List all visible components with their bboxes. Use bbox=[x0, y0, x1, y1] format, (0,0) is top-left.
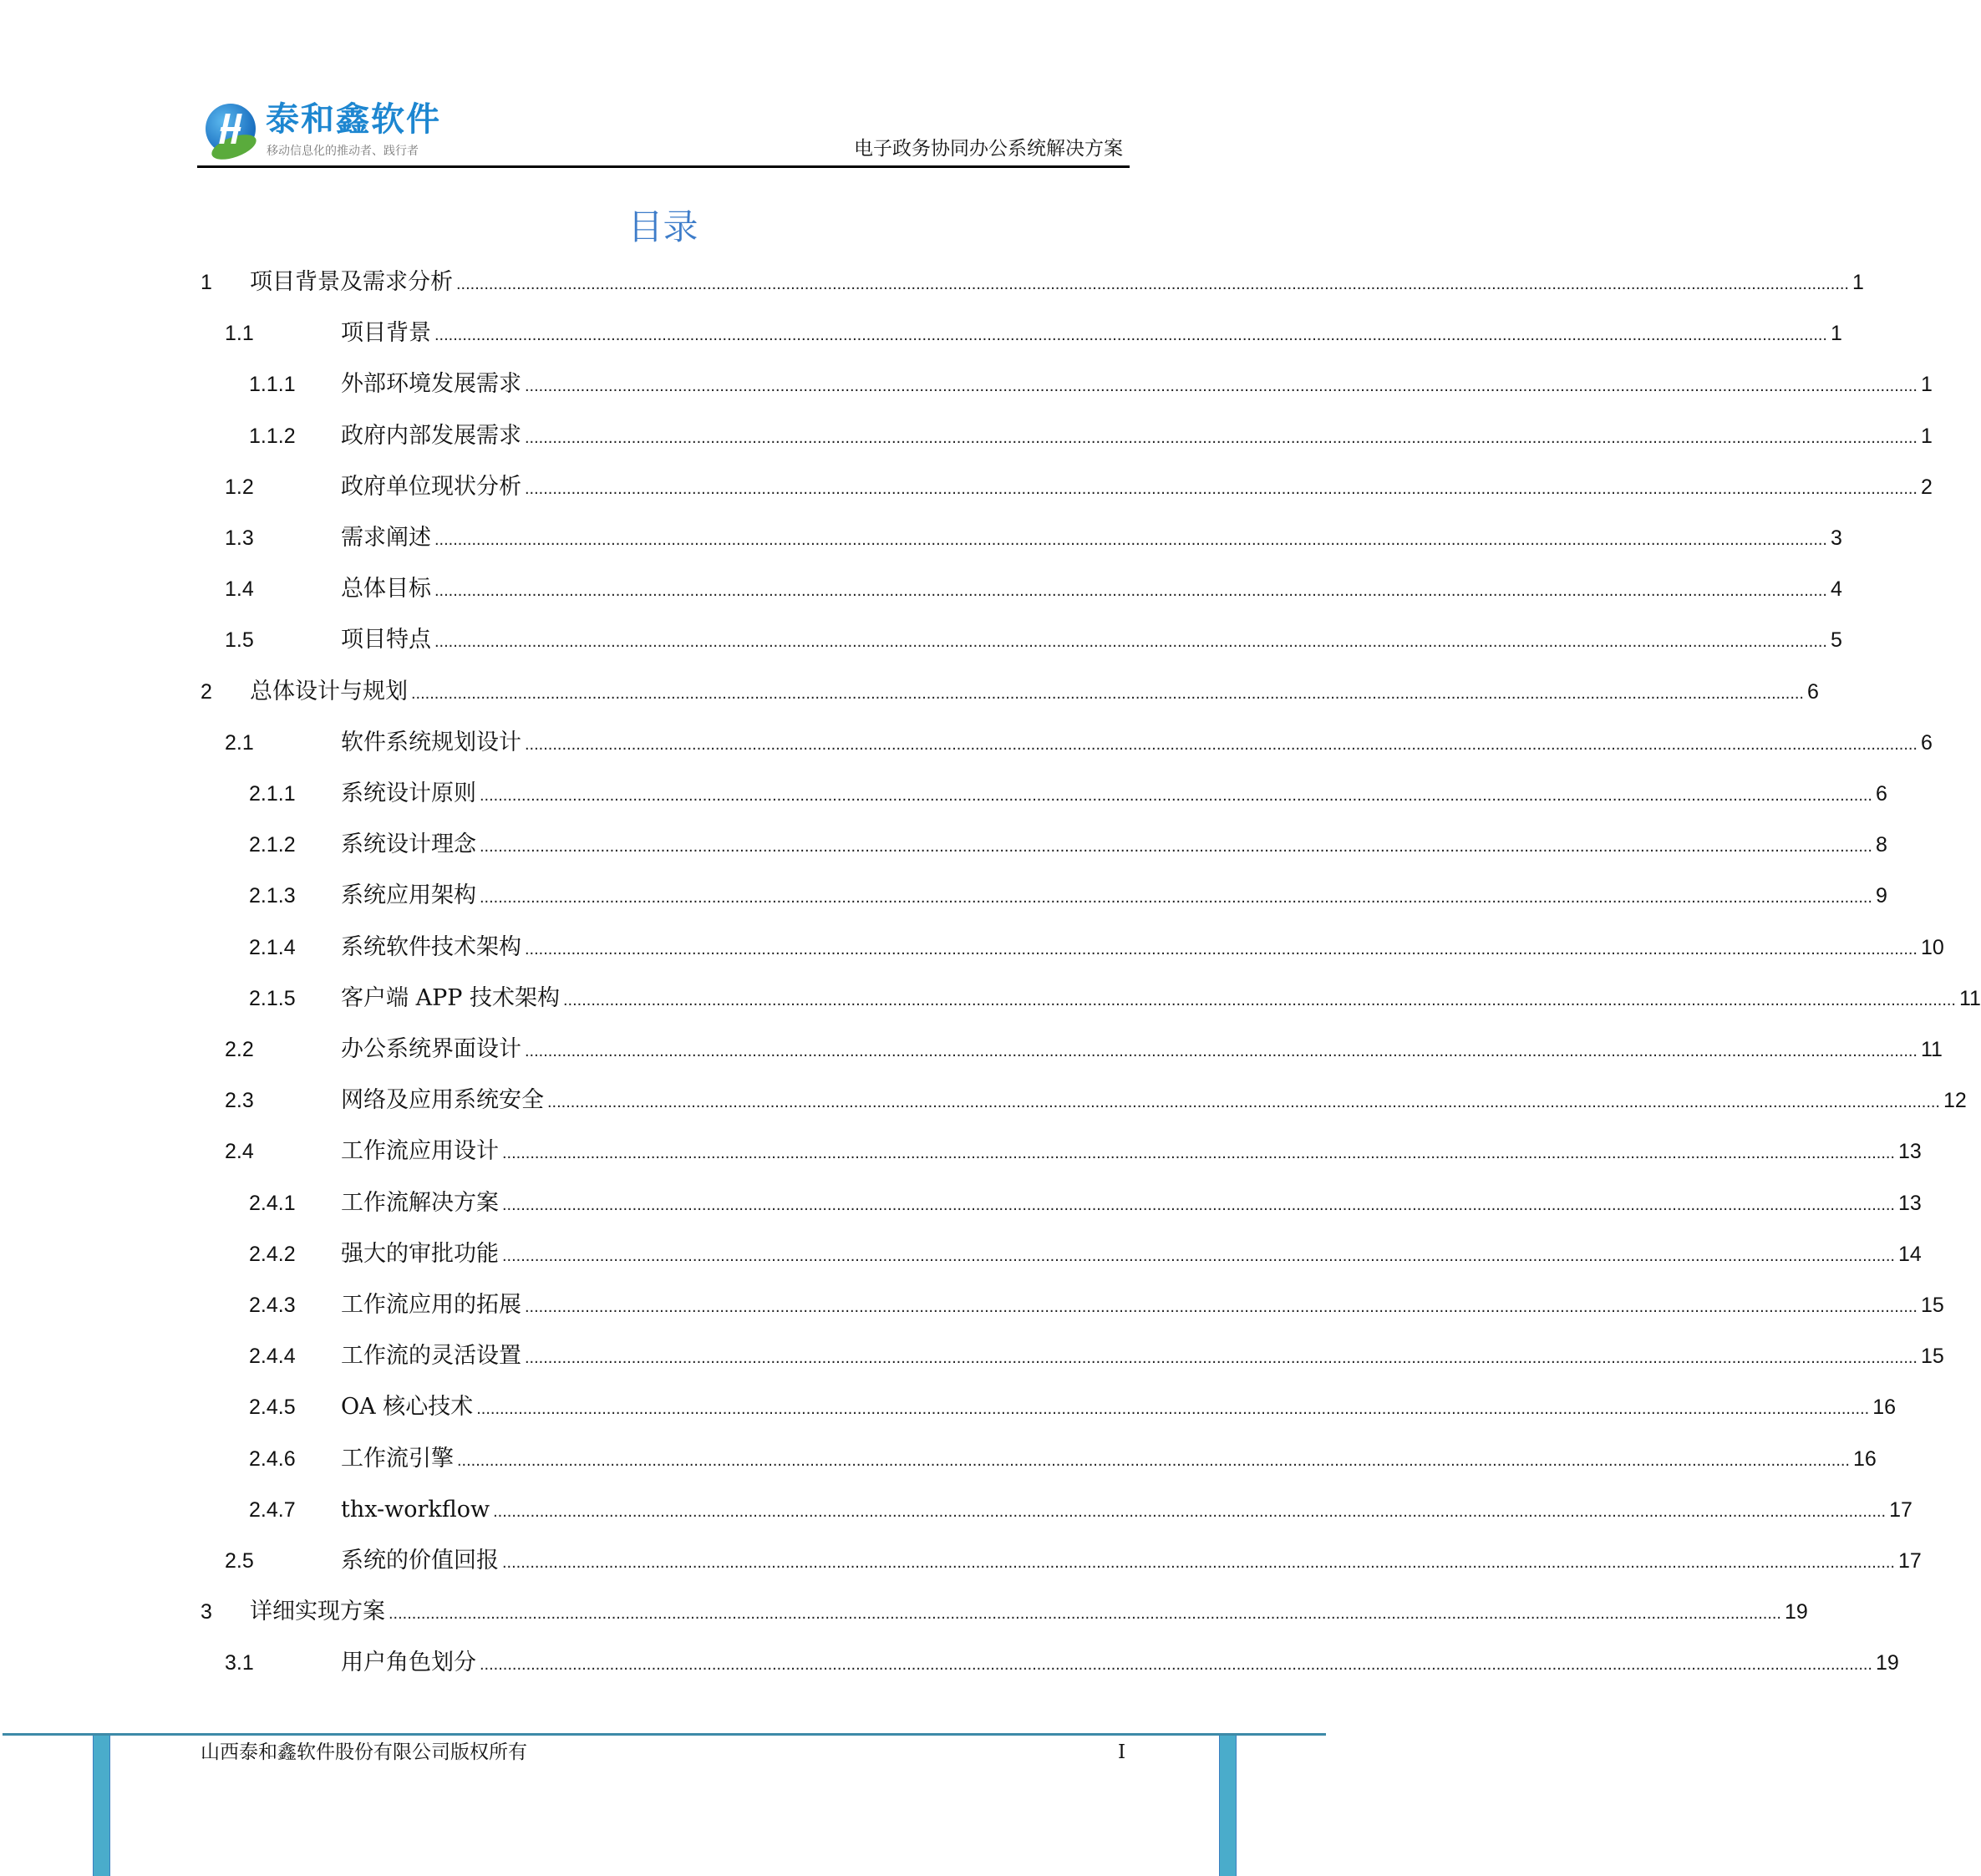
toc-entry[interactable] bbox=[225, 1135, 1922, 1168]
dot-leader: ............................................................................................................................................................................................................................................................................................................ bbox=[502, 1246, 1895, 1265]
toc-entry-number: 2.4.5 bbox=[249, 1396, 296, 1420]
toc-entry[interactable] bbox=[249, 419, 1933, 453]
toc-entry-number: 2.4.7 bbox=[249, 1497, 296, 1522]
toc-entry-title: 工作流引擎 bbox=[341, 1445, 454, 1472]
toc-entry-title: 项目特点 bbox=[341, 627, 431, 653]
dot-leader: ............................................................................................................................................................................................................................................................................................................ bbox=[525, 735, 1918, 754]
toc-entry-title: 工作流解决方案 bbox=[341, 1189, 499, 1216]
toc-entry-title: 外部环境发展需求 bbox=[341, 371, 521, 398]
logo-slogan: 移动信息化的推动者、践行者 bbox=[267, 145, 419, 158]
toc-entry-page: 10 bbox=[1921, 935, 1944, 959]
toc-entry-title: 总体设计与规划 bbox=[250, 678, 408, 704]
toc-entry[interactable] bbox=[249, 1289, 1944, 1322]
toc-entry[interactable] bbox=[249, 982, 1981, 1015]
toc-entry-title: 系统软件技术架构 bbox=[341, 933, 521, 960]
toc-entry-number: 2.4.6 bbox=[249, 1446, 296, 1471]
toc-entry-page: 11 bbox=[1921, 1038, 1943, 1061]
toc-entry-number: 3.1 bbox=[225, 1651, 254, 1675]
toc-entry[interactable] bbox=[225, 572, 1842, 606]
toc-entry-number: 2.1.3 bbox=[249, 884, 296, 908]
toc-entry-page: 14 bbox=[1898, 1242, 1922, 1266]
toc-entry-title: thx-workflow bbox=[341, 1496, 490, 1523]
toc-entry[interactable] bbox=[249, 879, 1887, 913]
toc-entry-title: 总体目标 bbox=[341, 576, 431, 602]
dot-leader: ............................................................................................................................................................................................................................................................................................................ bbox=[525, 939, 1918, 958]
toc-entry[interactable] bbox=[249, 1340, 1944, 1373]
toc-entry[interactable] bbox=[249, 1493, 1912, 1527]
toc-entry-page: 17 bbox=[1889, 1497, 1912, 1522]
toc-entry-number: 2.4.1 bbox=[249, 1191, 296, 1215]
toc-entry-title: 系统设计理念 bbox=[341, 831, 476, 858]
toc-entry[interactable] bbox=[201, 266, 1864, 299]
toc-entry-page: 19 bbox=[1876, 1651, 1899, 1675]
dot-leader: ............................................................................................................................................................................................................................................................................................................ bbox=[525, 1298, 1918, 1316]
dot-leader: ............................................................................................................................................................................................................................................................................................................ bbox=[547, 1093, 1940, 1112]
dot-leader: ............................................................................................................................................................................................................................................................................................................ bbox=[480, 888, 1872, 907]
dot-leader: ............................................................................................................................................................................................................................................................................................................ bbox=[480, 837, 1872, 857]
dot-leader: ............................................................................................................................................................................................................................................................................................................ bbox=[502, 1553, 1895, 1572]
toc-entry-page: 12 bbox=[1943, 1089, 1967, 1113]
dot-leader: ............................................................................................................................................................................................................................................................................................................ bbox=[457, 1451, 1850, 1470]
dot-leader: ............................................................................................................................................................................................................................................................................................................ bbox=[434, 326, 1827, 345]
toc-entry-number: 1.3 bbox=[225, 526, 254, 550]
toc-entry[interactable] bbox=[225, 521, 1842, 555]
footer-right-bar bbox=[1219, 1736, 1237, 1876]
dot-leader: ............................................................................................................................................................................................................................................................................................................ bbox=[480, 1655, 1872, 1675]
toc-entry-page: 4 bbox=[1831, 577, 1842, 602]
toc-heading: 目录 bbox=[627, 206, 698, 247]
dot-leader: ............................................................................................................................................................................................................................................................................................................ bbox=[434, 633, 1827, 652]
toc-entry[interactable] bbox=[225, 623, 1842, 657]
toc-entry-number: 1.4 bbox=[225, 577, 254, 602]
toc-entry-page: 1 bbox=[1831, 322, 1842, 346]
dot-leader: ............................................................................................................................................................................................................................................................................................................ bbox=[525, 1349, 1918, 1368]
toc-entry-title: 政府内部发展需求 bbox=[341, 422, 521, 449]
dot-leader: ............................................................................................................................................................................................................................................................................................................ bbox=[389, 1604, 1781, 1624]
toc-entry-title: 项目背景 bbox=[341, 320, 431, 347]
dot-leader: ............................................................................................................................................................................................................................................................................................................ bbox=[434, 531, 1827, 549]
toc-entry[interactable] bbox=[225, 1033, 1943, 1066]
toc-entry-page: 6 bbox=[1876, 782, 1887, 806]
toc-entry[interactable] bbox=[225, 317, 1842, 350]
toc-entry-number: 2.1 bbox=[225, 730, 254, 755]
toc-entry-number: 2.2 bbox=[225, 1038, 254, 1061]
toc-entry-number: 2.1.1 bbox=[249, 782, 296, 806]
toc-entry-title: 项目背景及需求分析 bbox=[250, 269, 453, 295]
toc-entry-title: 网络及应用系统安全 bbox=[341, 1087, 544, 1114]
dot-leader: ............................................................................................................................................................................................................................................................................................................ bbox=[525, 479, 1918, 498]
toc-entry-page: 17 bbox=[1898, 1549, 1922, 1573]
toc-entry-page: 19 bbox=[1785, 1600, 1808, 1624]
toc-entry-page: 16 bbox=[1872, 1396, 1897, 1420]
dot-leader: ............................................................................................................................................................................................................................................................................................................ bbox=[476, 1400, 1870, 1419]
toc-entry-page: 16 bbox=[1853, 1446, 1877, 1471]
toc-entry-number: 1.5 bbox=[225, 628, 254, 653]
footer-divider bbox=[3, 1733, 1326, 1736]
toc-entry[interactable] bbox=[249, 1390, 1897, 1424]
dot-leader: ............................................................................................................................................................................................................................................................................................................ bbox=[525, 1042, 1918, 1060]
logo-mark-icon bbox=[206, 104, 256, 154]
dot-leader: ............................................................................................................................................................................................................................................................................................................ bbox=[480, 786, 1872, 805]
toc-entry-title: 办公系统界面设计 bbox=[341, 1036, 521, 1062]
header-divider bbox=[197, 165, 1130, 168]
toc-entry-number: 1.1.2 bbox=[249, 424, 296, 448]
toc-entry-number: 2 bbox=[201, 679, 212, 704]
dot-leader: ............................................................................................................................................................................................................................................................................................................ bbox=[525, 428, 1918, 447]
toc-entry[interactable] bbox=[249, 777, 1887, 811]
footer-copyright: 山西泰和鑫软件股份有限公司版权所有 bbox=[201, 1741, 527, 1763]
toc-entry-number: 2.1.5 bbox=[249, 986, 296, 1010]
toc-entry[interactable] bbox=[225, 470, 1933, 504]
toc-entry-title: 工作流应用的拓展 bbox=[341, 1292, 521, 1318]
toc-entry[interactable] bbox=[249, 1187, 1922, 1220]
toc-entry-page: 9 bbox=[1876, 884, 1887, 908]
toc-entry-page: 6 bbox=[1807, 679, 1819, 704]
toc-entry-title: OA 核心技术 bbox=[341, 1394, 474, 1421]
toc-entry-number: 1.1 bbox=[225, 322, 254, 346]
toc-entry-number: 2.3 bbox=[225, 1089, 254, 1113]
toc-entry[interactable] bbox=[249, 931, 1944, 964]
toc-entry-title: 系统设计原则 bbox=[341, 780, 476, 806]
company-logo bbox=[206, 100, 456, 160]
toc-entry-title: 系统应用架构 bbox=[341, 882, 476, 909]
toc-entry-page: 2 bbox=[1921, 475, 1933, 499]
document-title: 电子政务协同办公系统解决方案 bbox=[854, 138, 1123, 160]
toc-entry-page: 3 bbox=[1831, 526, 1842, 550]
toc-entry[interactable] bbox=[249, 368, 1933, 401]
toc-entry[interactable] bbox=[249, 828, 1887, 862]
footer-page-number: I bbox=[1118, 1741, 1126, 1763]
toc-entry-page: 15 bbox=[1921, 1294, 1944, 1317]
dot-leader: ............................................................................................................................................................................................................................................................................................................ bbox=[525, 377, 1918, 396]
toc-entry-title: 详细实现方案 bbox=[250, 1599, 385, 1625]
toc-entry-title: 客户端 APP 技术架构 bbox=[341, 984, 560, 1011]
toc-entry-page: 1 bbox=[1921, 424, 1933, 448]
toc-entry-page: 1 bbox=[1852, 271, 1864, 294]
toc-entry-number: 2.1.2 bbox=[249, 833, 296, 857]
toc-entry-number: 2.4.3 bbox=[249, 1294, 296, 1317]
dot-leader: ............................................................................................................................................................................................................................................................................................................ bbox=[493, 1502, 1887, 1521]
toc-entry-page: 1 bbox=[1921, 373, 1933, 397]
toc-entry-page: 8 bbox=[1876, 833, 1887, 857]
toc-entry-number: 2.4.4 bbox=[249, 1345, 296, 1369]
toc-entry-page: 13 bbox=[1898, 1191, 1922, 1215]
toc-entry-number: 2.4.2 bbox=[249, 1242, 296, 1266]
toc-entry-title: 强大的审批功能 bbox=[341, 1240, 499, 1267]
footer-left-bar bbox=[93, 1736, 110, 1876]
toc-entry-page: 15 bbox=[1921, 1345, 1944, 1369]
dot-leader: ............................................................................................................................................................................................................................................................................................................ bbox=[411, 684, 1804, 703]
toc-entry-title: 工作流应用设计 bbox=[341, 1138, 499, 1165]
logo-name: 泰和鑫软件 bbox=[266, 100, 441, 139]
toc-entry[interactable] bbox=[225, 1646, 1899, 1680]
toc-entry-number: 1.1.1 bbox=[249, 373, 296, 397]
dot-leader: ............................................................................................................................................................................................................................................................................................................ bbox=[434, 582, 1827, 601]
toc-entry-title: 政府单位现状分析 bbox=[341, 473, 521, 500]
toc-entry[interactable] bbox=[225, 1084, 1967, 1117]
toc-entry-page: 5 bbox=[1831, 628, 1842, 653]
toc-entry[interactable] bbox=[225, 726, 1933, 760]
toc-entry-title: 需求阐述 bbox=[341, 525, 431, 551]
dot-leader: ............................................................................................................................................................................................................................................................................................................ bbox=[563, 990, 1956, 1009]
dot-leader: ............................................................................................................................................................................................................................................................................................................ bbox=[502, 1195, 1895, 1214]
toc-entry-title: 用户角色划分 bbox=[341, 1650, 476, 1676]
toc-entry[interactable] bbox=[201, 1595, 1808, 1629]
dot-leader: ............................................................................................................................................................................................................................................................................................................ bbox=[502, 1144, 1895, 1163]
toc-entry-number: 2.1.4 bbox=[249, 935, 296, 959]
toc-entry-page: 6 bbox=[1921, 730, 1933, 755]
toc-entry-title: 工作流的灵活设置 bbox=[341, 1343, 521, 1370]
toc-entry-title: 软件系统规划设计 bbox=[341, 729, 521, 755]
toc-entry-number: 1.2 bbox=[225, 475, 254, 499]
toc-entry[interactable] bbox=[249, 1442, 1877, 1476]
toc-entry[interactable] bbox=[249, 1238, 1922, 1271]
toc-entry-number: 2.5 bbox=[225, 1549, 254, 1573]
toc-entry-page: 13 bbox=[1898, 1140, 1922, 1164]
toc-entry-number: 3 bbox=[201, 1600, 212, 1624]
toc-entry-number: 1 bbox=[201, 271, 212, 294]
dot-leader: ............................................................................................................................................................................................................................................................................................................ bbox=[456, 275, 1849, 293]
toc-entry-number: 2.4 bbox=[225, 1140, 254, 1164]
toc-entry[interactable] bbox=[225, 1544, 1922, 1578]
toc-entry-page: 11 bbox=[1959, 986, 1981, 1010]
toc-entry[interactable] bbox=[201, 675, 1819, 709]
toc-entry-title: 系统的价值回报 bbox=[341, 1548, 499, 1574]
